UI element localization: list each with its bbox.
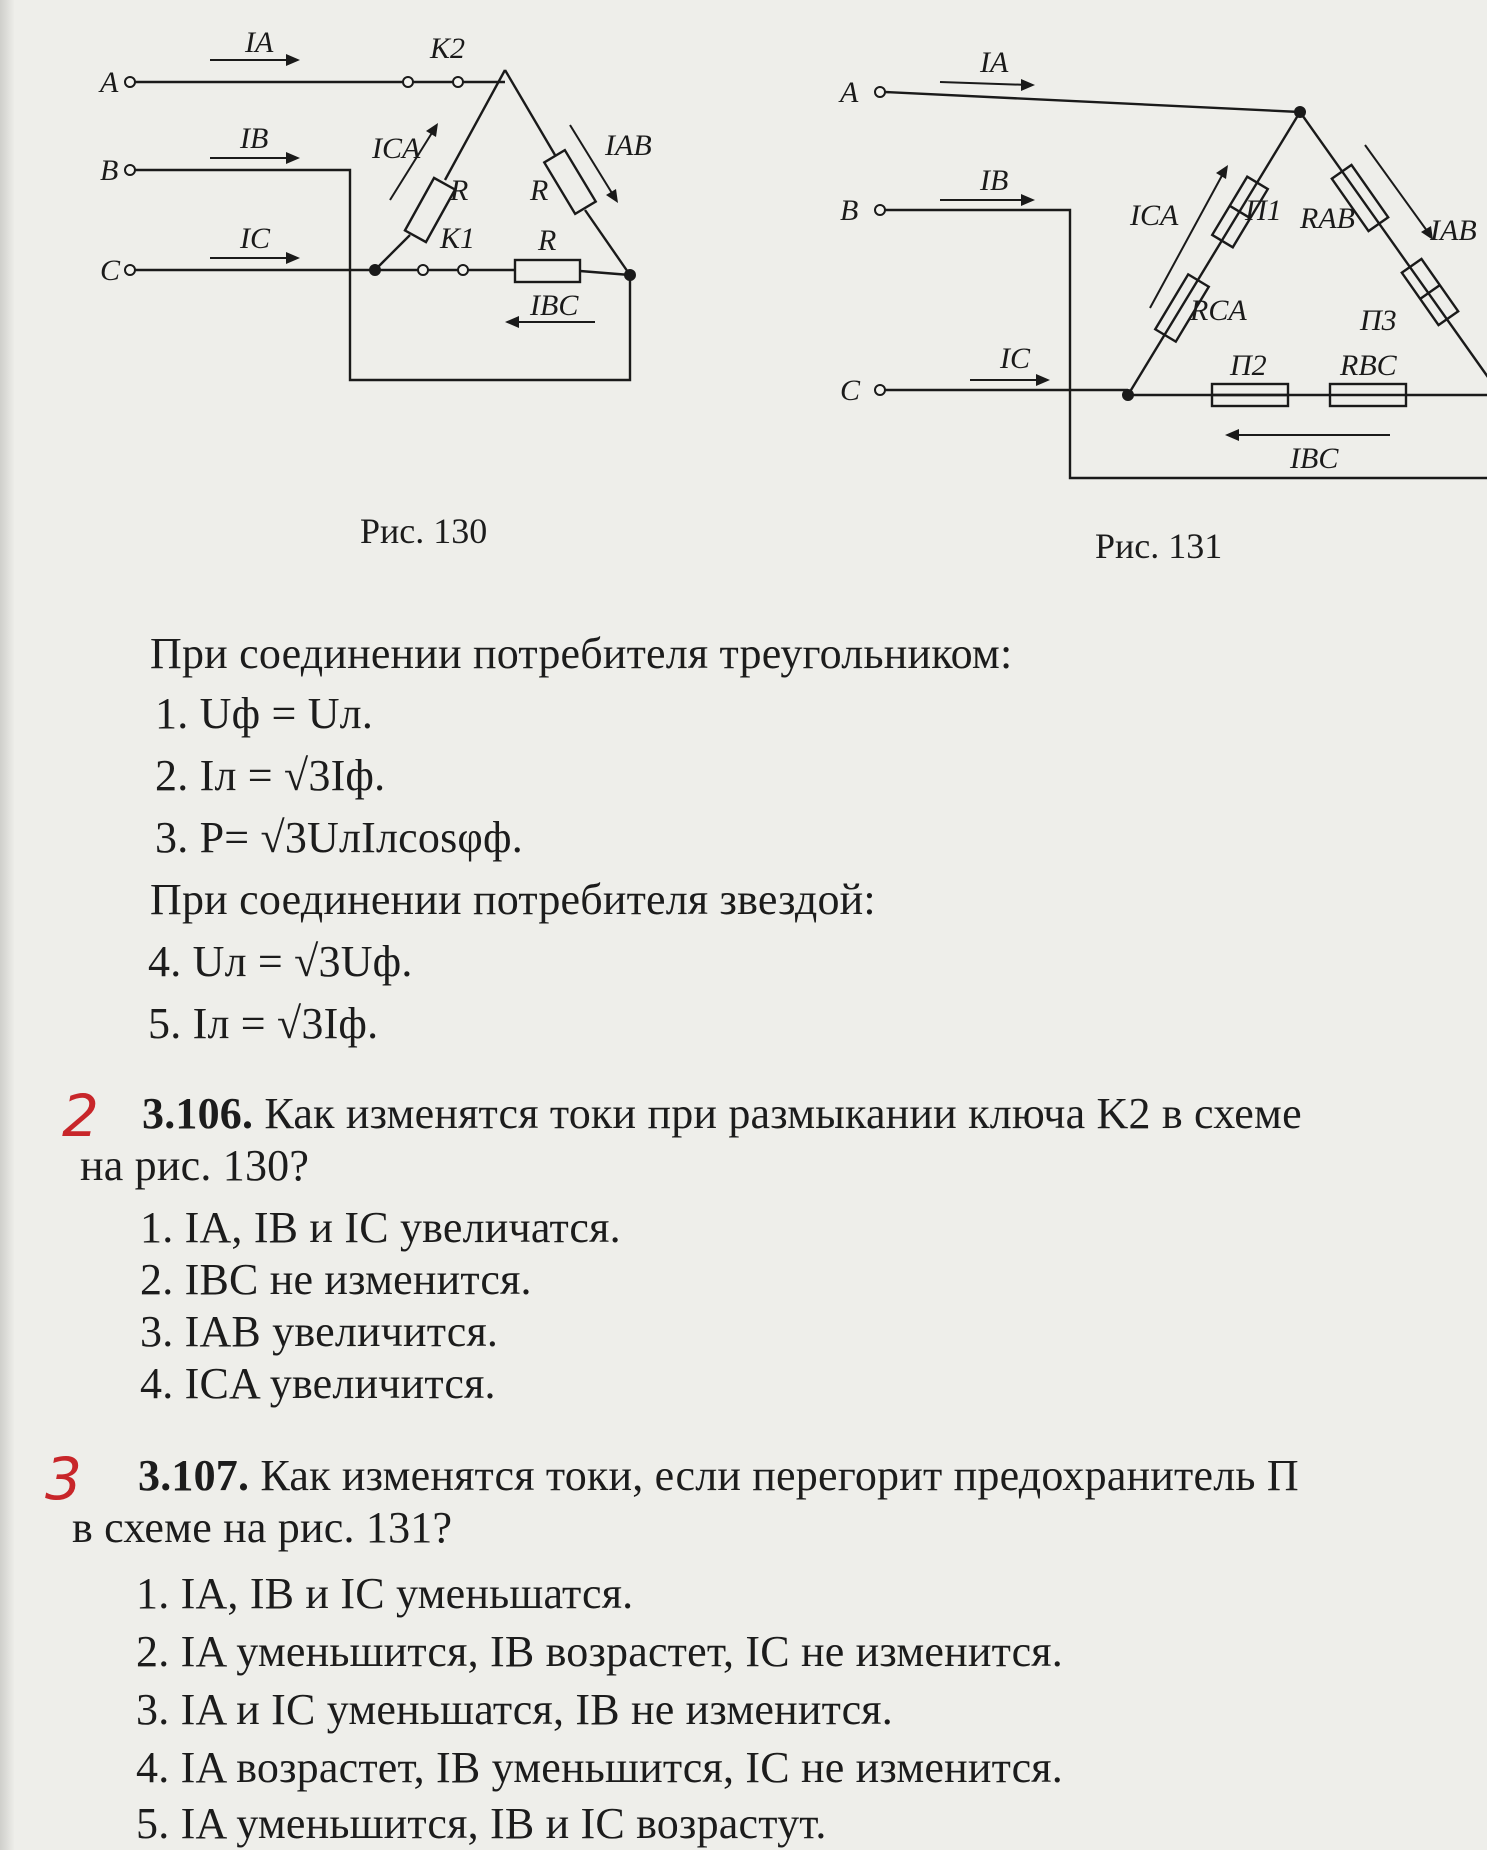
q107-text1: Как изменятся токи, если перегорит предохранитель П [249,1451,1299,1500]
q106-option-2: 2. IBC не изменится. [140,1255,532,1304]
label-ica: ICA [372,132,421,165]
figure-130-circuit [100,26,760,460]
label-k1: K1 [440,222,476,255]
label-iab: IAB [1430,214,1477,247]
label-a: A [100,66,119,99]
resistor-bc [515,260,580,282]
label-c: C [100,254,121,287]
q107-line1 [138,1450,1299,1501]
q107-option-5: 5. IA уменьшится, IB и IC возрастут. [136,1799,827,1848]
q107-option-1: 1. IA, IB и IC уменьшатся. [136,1569,634,1618]
triangle-item-2: 2. Iл = √3Iф. [155,751,386,800]
switch-k2-left [403,77,413,87]
label-c: C [840,374,861,407]
terminal-a [125,77,135,87]
label-ia: IA [980,46,1009,79]
q106-line1 [142,1088,1302,1139]
resistor-ab [544,150,595,214]
terminal-a [875,87,885,97]
label-r-ca: R [450,174,469,207]
handwritten-mark-2: 2 [62,1082,99,1150]
label-ic: IC [1000,342,1030,375]
label-ica: ICA [1130,199,1179,232]
label-rab: RAB [1300,202,1355,235]
label-ic: IC [240,222,270,255]
q106-option-1: 1. IA, IB и IC увеличатся. [140,1203,621,1252]
label-b: B [840,194,859,227]
terminal-b [875,205,885,215]
label-p3: П3 [1360,304,1397,337]
q107-line2: в схеме на рис. 131? [72,1503,453,1552]
handwritten-mark-3: 3 [45,1445,82,1513]
terminal-b [125,165,135,175]
page-edge [0,0,14,1850]
terminal-c [125,265,135,275]
label-rbc: RBC [1340,349,1397,382]
label-p1: П1 [1245,194,1282,227]
q106-option-4: 4. ICA увеличится. [140,1359,496,1408]
switch-k1-left [418,265,428,275]
q107-option-4: 4. IA возрастет, IB уменьшится, IC не изменится. [136,1743,1063,1792]
label-b: B [100,154,119,187]
q106-number: 3.106. [142,1089,254,1138]
switch-k1-right [458,265,468,275]
label-rca: RCA [1190,294,1247,327]
label-a: A [840,76,859,109]
label-r-bc: R [538,224,557,257]
q107-number: 3.107. [138,1451,250,1500]
label-ibc: IBC [1290,442,1339,475]
triangle-heading: При соединении потребителя треугольником: [150,629,1013,678]
triangle-item-1: 1. Uф = Uл. [155,689,374,738]
figure-130-caption: Рис. 130 [360,511,488,551]
triangle-item-3: 3. P= √3UлIлcosφф. [155,813,523,862]
label-ib: IB [980,164,1009,197]
q106-option-3: 3. IAB увеличится. [140,1307,499,1356]
label-ib: IB [240,122,269,155]
label-p2: П2 [1230,349,1267,382]
switch-k2-right [453,77,463,87]
label-ia: IA [245,26,274,59]
star-item-4: 4. Uл = √3Uф. [148,937,413,986]
figure-131-circuit [830,46,1487,490]
q107-option-3: 3. IA и IC уменьшатся, IB не изменится. [136,1685,893,1734]
terminal-c [875,385,885,395]
q107-option-2: 2. IA уменьшится, IB возрастет, IC не изменится. [136,1627,1063,1676]
label-k2: K2 [430,32,466,65]
figure-131-caption: Рис. 131 [1095,526,1223,566]
star-heading: При соединении потребителя звездой: [150,875,876,924]
label-iab: IAB [605,129,652,162]
label-r-ab: R [530,174,549,207]
label-ibc: IBC [530,289,579,322]
star-item-5: 5. Iл = √3Iф. [148,999,379,1048]
q106-line2: на рис. 130? [80,1141,310,1190]
q106-text1: Как изменятся токи при размыкании ключа K2 в схеме [253,1089,1302,1138]
